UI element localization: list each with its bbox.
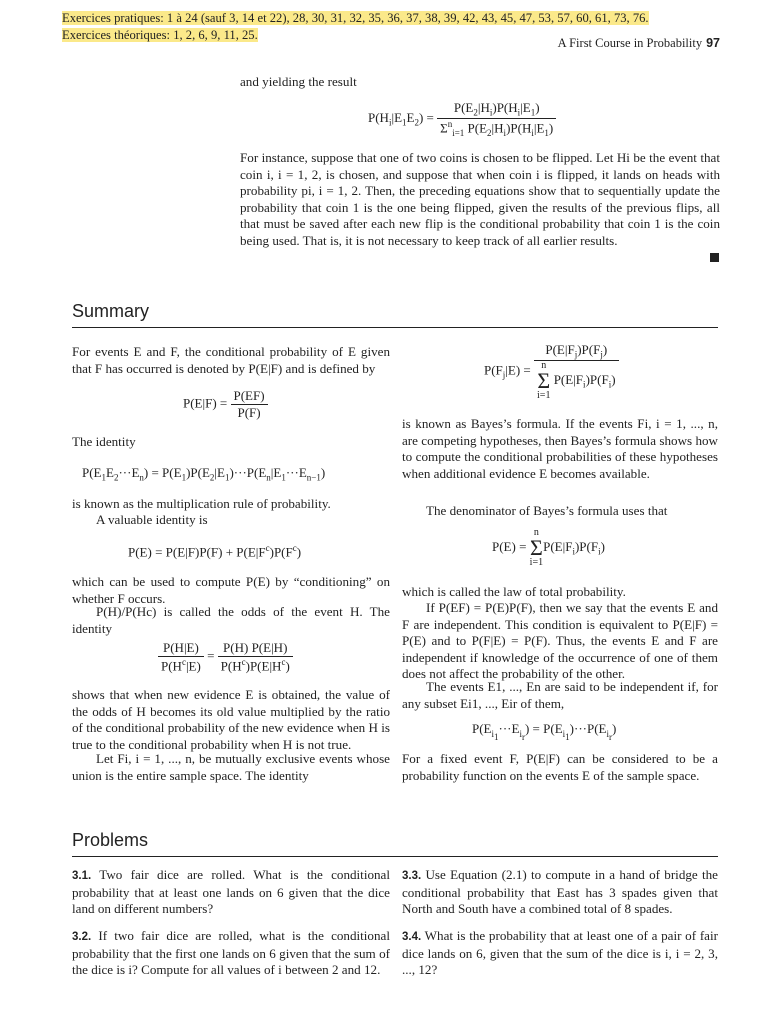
- problem-item: [72, 867, 390, 918]
- summary-left-p5: which can be used to compute P(E) by “conditioning” on whether F occurs.: [72, 574, 390, 606]
- problem-text: Use Equation (2.1) to compute in a hand of bridge the conditional probability that East has 3 spades given that North and South have a combined total of 8 spades.: [402, 867, 718, 917]
- summary-left-p2: The identity: [72, 434, 136, 449]
- summary-left-p3: is known as the multiplication rule of probability.: [72, 496, 331, 511]
- problem-text: If two fair dice are rolled, what is the conditional probability that the first one lands on 6 given that the sum of the dice is i? Compute for all values of i between 2 and 12.: [72, 928, 390, 978]
- annotation-line-1: Exercices pratiques: 1 à 24 (sauf 3, 14 et 22), 28, 30, 31, 32, 35, 36, 37, 38, 39, 42, 43, 45, 47, 53, 57, 60, 61, 73, 76.: [62, 11, 649, 25]
- equation-conditional-def: P(E|F) = $\frac{P(EF)}{P(F)}$: [183, 388, 268, 421]
- summary-right-p4: If P(EF) = P(E)P(F), then we say that the events E and F are independent. This condition is equivalent to P(E|F) = P(E) and to P(F|E) = P(F). Thus, the events E and F are independent if knowledge of the occurrence of one of them does not affect the probability of the other.: [402, 600, 718, 682]
- summary-right-p2: The denominator of Bayes’s formula uses that: [426, 503, 668, 518]
- equation-update-result: $P(H_i|E_1E_2)$ = $\frac{P(E_2|H_i)P(H_i|E_1)}{\Sigma^n_{i=1} P(E_2|H_i)P(H_i|E_1)}$: [368, 100, 556, 138]
- page-number: 97: [706, 36, 720, 50]
- running-head: [558, 36, 720, 51]
- summary-right-p6: For a fixed event F, P(E|F) can be considered to be a probability function on the events E of the sample space.: [402, 751, 718, 783]
- problem-number: 3.2.: [72, 931, 92, 943]
- problem-number: 3.1.: [72, 870, 92, 882]
- annotation-line-2: Exercices théoriques: 1, 2, 6, 9, 11, 25.: [62, 28, 258, 42]
- summary-right-p5: The events E1, ..., En are said to be independent if, for any subset Ei1, ..., Eir of them,: [402, 679, 718, 711]
- summary-right-p1: is known as Bayes’s formula. If the events Fi, i = 1, ..., n, are competing hypotheses, then Bayes’s formula shows how to compute the conditional probabilities of these hypotheses when additional evidence E becomes available.: [402, 416, 718, 481]
- problem-number: 3.3.: [402, 870, 422, 882]
- problem-number: 3.4.: [402, 931, 422, 943]
- problem-text: Two fair dice are rolled. What is the conditional probability that at least one lands on 6 given that the dice land on different numbers?: [72, 867, 391, 917]
- summary-rule: [72, 327, 718, 328]
- problems-heading: Problems: [72, 830, 149, 850]
- summary-heading: Summary: [72, 301, 150, 321]
- equation-total-probability: P(E) = n Σ $i=1P(E|F_i)P(F_i)$: [492, 527, 605, 568]
- problems-rule: [72, 856, 718, 857]
- problem-item: [72, 928, 390, 979]
- equation-independence: $P(E_{i_1}\cdot\cdot\cdot E_{i_r}) = P(E_{i_1})\cdot\cdot\cdot P(E_{i_r})$: [472, 721, 617, 742]
- equation-conditioning: $P(E) = P(E|F)P(F) + P(E|F^c)P(F^c)$: [128, 543, 302, 560]
- problem-item: [402, 867, 718, 918]
- equation-multiplication-rule: $P(E_1E_2\cdot\cdot\cdot E_n) = P(E_1)P(E_2|E_1)\cdot\cdot\cdot P(E_n|E_1\cdot\cdot\cdot E_{n-1})$: [82, 465, 326, 483]
- end-of-proof-square: [710, 253, 719, 262]
- intro-lead: and yielding the result: [240, 74, 357, 89]
- running-head-title: A First Course in Probability: [557, 36, 703, 50]
- intro-paragraph: For instance, suppose that one of two coins is chosen to be flipped. Let Hi be the event that coin i, i = 1, 2, is chosen, and suppose that when coin i is flipped, it lands on heads with probability pi, i = 1, 2. Then, the preceding equations show that to sequentially update the probability that coin 1 is the one being flipped, given the results of the previous flips, all that must be saved after each new flip is the conditional probability that coin 1 is the coin being used. That is, it is not necessary to keep track of all earlier results.: [240, 150, 720, 248]
- problem-text: What is the probability that at least one of a pair of fair dice lands on 6, given that the sum of the dice is i, i = 2, 3, ..., 12?: [402, 928, 718, 978]
- summary-left-p7: shows that when new evidence E is obtained, the value of the odds of H becomes its old value multiplied by the ratio of the conditional probability of the new evidence when H is true to the conditional probability when H is not true.: [72, 687, 390, 752]
- equation-odds: $\frac{P(H|E)}{P(H^c|E)}$ = $\frac{P(H) P(E|H)}{P(H^c)P(E|H^c)}$: [158, 640, 293, 674]
- problem-item: [402, 928, 718, 979]
- summary-left-p8: Let Fi, i = 1, ..., n, be mutually exclusive events whose union is the entire sample space. The identity: [72, 751, 390, 783]
- summary-left-p6: P(H)/P(Hc) is called the odds of the event H. The identity: [72, 604, 390, 636]
- summary-right-p3: which is called the law of total probability.: [402, 584, 626, 599]
- equation-bayes-formula: $P(F_j|E)$ = $P(E|F_j)P(F_j)$ n Σ i=1 $P(E|F_i)P(F_i)$: [484, 342, 619, 401]
- summary-left-p4: A valuable identity is: [96, 512, 208, 527]
- summary-left-p1: For events E and F, the conditional probability of E given that F has occurred is denoted by P(E|F) and is defined by: [72, 344, 390, 376]
